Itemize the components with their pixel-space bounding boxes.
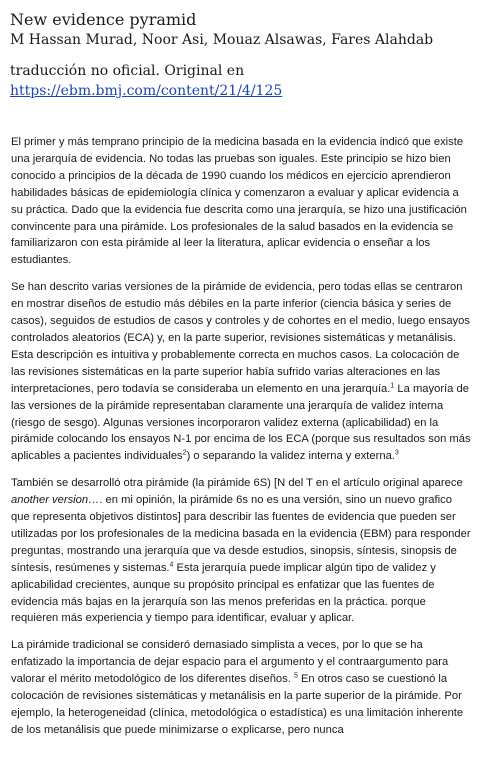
paragraph-2-text-b: La mayoría de las versiones de la pirámide representaban claramente una jerarquía de validez interna (riesgo de sesgo). Algunas versiones incorporaron validez externa (aplicabilidad) en la pirámide colocando los ensayos N-1 por encima de los ECA (porque sus resultados son más aplicables a pacientes individuales — [11, 382, 471, 463]
paragraph-4 — [11, 637, 473, 738]
document-authors: M Hassan Murad, Noor Asi, Mouaz Alsawas, Fares Alahdab — [10, 32, 434, 48]
paragraph-2-text-c: ) o separando la validez interna y externa. — [186, 450, 395, 463]
paragraph-2 — [11, 279, 473, 465]
original-article-link[interactable]: https://ebm.bmj.com/content/21/4/125 — [10, 83, 283, 99]
paragraph-4-text-b: En otros caso se cuestionó la colocación de revisiones sistemáticas y metanálisis en la parte superior de la pirámide. Por ejemplo, la heterogeneidad (clínica, metodológica o estadística) es una limitación inherente de los metanálisis que puede minimizarse o explicarse, pero nunca — [11, 673, 464, 736]
paragraph-3 — [11, 475, 473, 627]
paragraph-3-text-c: Esta jerarquía puede implicar algún tipo de validez y aplicabilidad crecientes, aunque su propósito principal es enfatizar que las fuentes de evidencia más bajas en la jerarquía son las menos preferidas en la práctica. porque requieren más experiencia y tiempo para identificar, evaluar y aplicar. — [11, 561, 436, 625]
document-title: New evidence pyramid — [10, 10, 197, 29]
translation-note: traducción no oficial. Original en — [10, 63, 245, 79]
paragraph-1: El primer y más temprano principio de la medicina basada en la evidencia indicó que existe una jerarquía de evidencia. No todas las pruebas son iguales. Este principio se hizo bien conocido a principios de la década de 1990 cuando los médicos en ejercicio aprendieron habilidades básicas de epidemiología clínica y comenzaron a evaluar y aplicar evidencia a su práctica. Dado que la evidencia fue descrita como una jerarquía, se hizo una justificación convincente para una pirámide. Los profesionales de la salud basados en la evidencia se familiarizaron con esta pirámide al leer la literatura, aplicar evidencia o enseñar a los estudiantes. — [11, 136, 467, 267]
paragraph-3-emphasis: another version… — [11, 494, 100, 507]
citation-4: 4 — [169, 561, 174, 569]
paragraph-3-text-b: . en mi opinión, la pirámide 6s no es una versión, sino un nuevo grafico que representa objetivos distintos] para describir las fuentes de evidencia que pueden ser utilizadas por los profesionales de la medicina basada en la evidencia (EBM) para responder preguntas, mostrando una jerarquía que va desde estudios, sinopsis, síntesis, sinopsis de síntesis, resúmenes y sistemas. — [11, 494, 471, 574]
document-header — [10, 10, 470, 100]
citation-2: 2 — [182, 449, 187, 457]
citation-1: 1 — [390, 381, 395, 389]
citation-3: 3 — [394, 449, 399, 457]
paragraph-2-text-a: Se han descrito varias versiones de la pirámide de evidencia, pero todas ellas se centraron en mostrar diseños de estudio más débiles en la parte inferior (ciencia básica y series de casos), seguidos de estudios de casos y controles y de cohortes en el medio, luego ensayos controlados aleatorios (ECA) y, en la parte superior, revisiones sistemáticas y metanálisis. Esta descripción es intuitiva y probablemente correcta en muchos casos. La colocación de las revisiones sistemáticas en la parte superior había sufrido varias alteraciones en las interpretaciones, pero todavía se consideraba un elemento en una jerarquía. — [11, 281, 470, 395]
citation-5: 5 — [293, 672, 298, 680]
paragraph-3-text-a: También se desarrolló otra pirámide (la pirámide 6S) [N del T en el artículo original aparece — [11, 477, 463, 490]
document-body — [11, 134, 473, 749]
paragraph-4-text-a: La pirámide tradicional se consideró demasiado simplista a veces, por lo que se ha enfatizado la importancia de dejar espacio para el argumento y el contraargumento para valorar el mérito metodológico de los diferentes diseños. — [11, 639, 449, 686]
